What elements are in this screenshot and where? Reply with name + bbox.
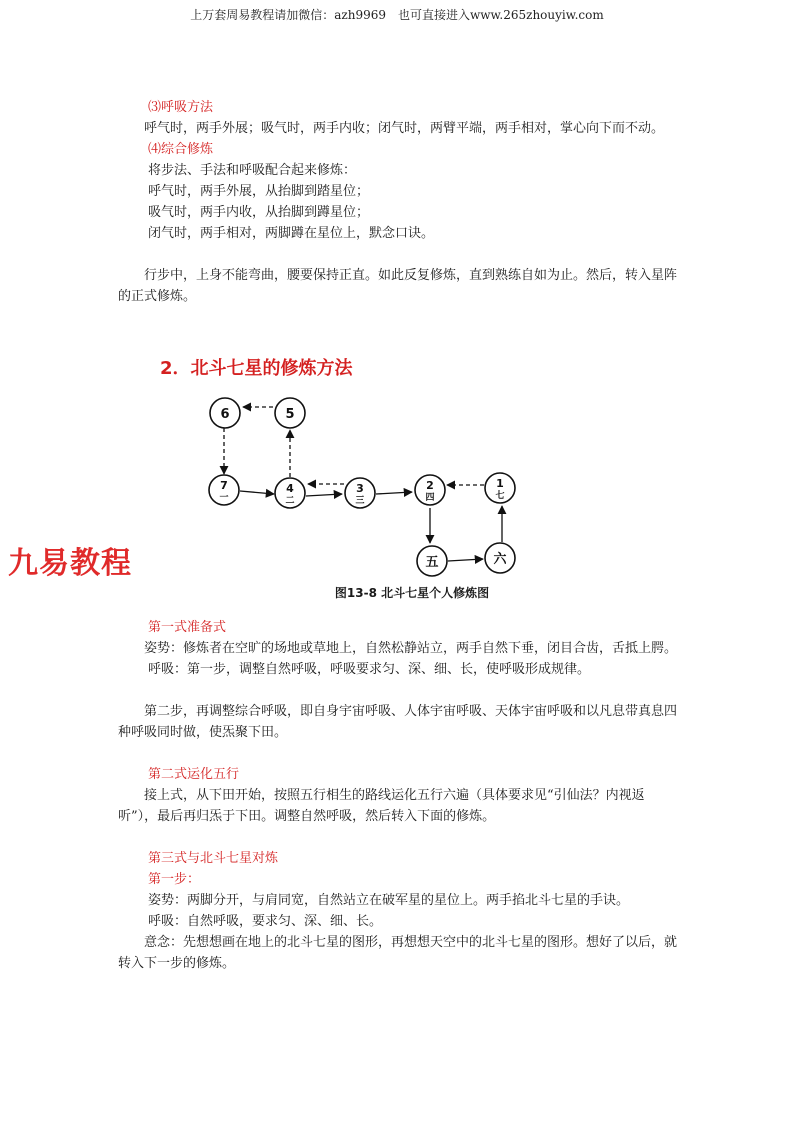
edge-5-6-cn [448, 559, 483, 561]
node-5-label: 5 [285, 407, 295, 422]
form1-step2: 第二步，再调整综合呼吸，即自身宇宙呼吸、人体宇宙呼吸、天体宇宙呼吸和以凡息带真息四种呼吸同时做，使炁聚下田。 [118, 704, 678, 740]
breathing-body: 呼气时，两手外展；吸气时，两手内收；闭气时，两臂平端，两手相对，掌心向下而不动。 [144, 121, 665, 136]
combined-line-3: 吸气时，两手内收，从抬脚到蹲星位； [148, 205, 370, 220]
node-6-label: 6 [220, 407, 230, 422]
node-7-sub: 一 [219, 493, 229, 503]
combined-title: ⑷综合修炼 [148, 142, 214, 157]
combined-line-1: 将步法、手法和呼吸配合起来修炼： [148, 163, 357, 178]
figure-caption: 图13-8 北斗七星个人修炼图 [334, 586, 490, 600]
form1-posture: 姿势：修炼者在空旷的场地或草地上，自然松静站立，两手自然下垂，闭目合齿，舌抵上腭。 [144, 641, 678, 656]
walk-paragraph: 行步中，上身不能弯曲，腰要保持正直。如此反复修炼，直到熟练自如为止。然后，转入星阵的正式修炼。 [118, 268, 678, 304]
form3-title: 第三式与北斗七星对炼 [148, 851, 279, 866]
form2-body: 接上式，从下田开始，按照五行相生的路线运化五行六遍（具体要求见“引仙法？内视返听”），最后再归炁于下田。调整自然呼吸，然后转入下面的修炼。 [118, 788, 645, 824]
node-3-sub: 三 [355, 496, 365, 506]
node-3-num: 3 [356, 482, 364, 495]
node-2-num: 2 [426, 479, 434, 492]
node-liu-label: 六 [493, 552, 507, 567]
form2-title: 第二式运化五行 [148, 767, 240, 782]
section-title: 2．北斗七星的修炼方法 [160, 358, 353, 379]
form1-title: 第一式准备式 [148, 620, 227, 635]
node-2-sub: 四 [425, 493, 435, 503]
node-1-sub: 七 [495, 491, 505, 501]
node-1-num: 1 [496, 477, 504, 490]
node-wu-label: 五 [425, 555, 439, 570]
edge-3-2 [376, 492, 412, 494]
combined-line-4: 闭气时，两手相对，两脚蹲在星位上，默念口诀。 [148, 226, 435, 241]
form3-posture: 姿势：两脚分开，与肩同宽，自然站立在破军星的星位上。两手掐北斗七星的手诀。 [148, 893, 630, 908]
lower-text-block [118, 617, 678, 974]
edge-4-3 [306, 494, 342, 496]
watermark-logo: 九易教程 [8, 546, 132, 581]
edge-7-4 [240, 491, 274, 494]
form3-breath: 呼吸：自然呼吸，要求匀、深、细、长。 [148, 914, 383, 929]
form3-step: 第一步： [148, 872, 201, 887]
node-4-sub: 二 [285, 496, 295, 506]
form1-breath: 呼吸：第一步，调整自然呼吸，呼吸要求匀、深、细、长，使呼吸形成规律。 [148, 662, 591, 677]
combined-line-2: 呼气时，两手外展，从抬脚到踏星位； [148, 184, 370, 199]
page-header: 上万套周易教程请加微信：azh9969 也可直接进入www.265zhouyiw.com [190, 8, 604, 22]
form3-intent: 意念：先想想画在地上的北斗七星的图形，再想想天空中的北斗七星的图形。想好了以后，就转入下一步的修炼。 [118, 935, 678, 971]
node-7-num: 7 [220, 479, 228, 492]
node-4-num: 4 [286, 482, 294, 495]
breathing-title: ⑶呼吸方法 [148, 100, 214, 115]
